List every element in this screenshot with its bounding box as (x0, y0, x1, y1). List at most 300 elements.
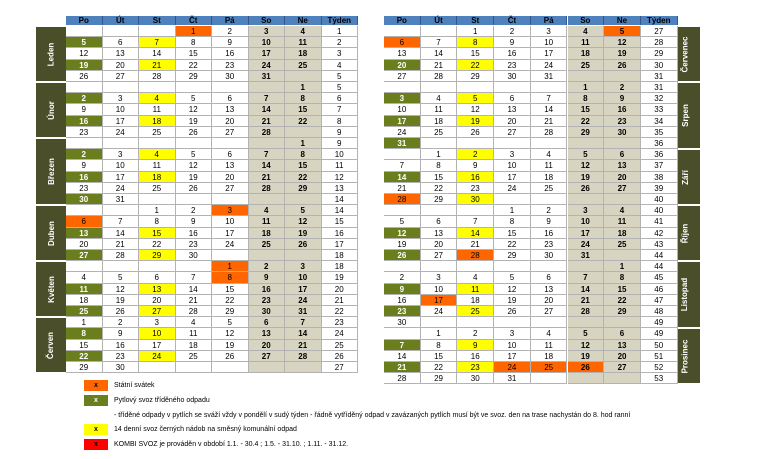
day-cell: 17 (285, 284, 322, 295)
day-cell: 11 (531, 340, 568, 351)
day-cell: 9 (103, 328, 140, 339)
day-cell (568, 138, 605, 149)
day-cell: 5 (457, 93, 494, 104)
day-cell: 4 (285, 26, 322, 37)
day-cell: 20 (66, 239, 103, 250)
day-cell (604, 71, 641, 82)
week-number-cell: 9 (322, 138, 359, 149)
day-cell: 25 (249, 239, 286, 250)
week-number-cell: 12 (322, 172, 359, 183)
day-cell: 6 (212, 93, 249, 104)
day-cell: 4 (66, 272, 103, 283)
week-number-cell: 51 (641, 351, 678, 362)
day-cell: 30 (212, 71, 249, 82)
day-cell: 6 (531, 272, 568, 283)
week-number-cell: 15 (322, 216, 359, 227)
day-cell: 1 (285, 138, 322, 149)
day-cell: 2 (457, 328, 494, 339)
right-header-7: Týden (641, 16, 678, 25)
week-number-cell: 19 (322, 272, 359, 283)
day-cell (457, 205, 494, 216)
day-cell (494, 194, 531, 205)
day-cell: 31 (103, 194, 140, 205)
day-cell (384, 149, 421, 160)
day-cell (421, 26, 458, 37)
day-cell: 20 (212, 172, 249, 183)
day-cell: 8 (285, 93, 322, 104)
week-number-cell: 1 (322, 26, 359, 37)
day-cell: 20 (604, 351, 641, 362)
day-cell: 22 (285, 172, 322, 183)
day-cell: 15 (568, 104, 605, 115)
day-cell: 10 (494, 160, 531, 171)
day-cell: 26 (604, 60, 641, 71)
day-cell: 13 (212, 104, 249, 115)
day-cell: 19 (457, 116, 494, 127)
week-number-cell: 9 (322, 127, 359, 138)
day-cell: 11 (139, 160, 176, 171)
day-cell: 28 (457, 250, 494, 261)
day-cell: 21 (249, 116, 286, 127)
day-cell: 3 (494, 328, 531, 339)
day-cell (531, 317, 568, 328)
week-number-cell: 49 (641, 317, 678, 328)
left-month-label-0: Leden (36, 27, 66, 81)
day-cell: 30 (457, 373, 494, 384)
day-cell (249, 362, 286, 373)
day-cell (66, 82, 103, 93)
day-cell: 16 (384, 295, 421, 306)
day-cell: 17 (531, 48, 568, 59)
week-number-cell: 31 (641, 82, 678, 93)
week-number-cell: 34 (641, 116, 678, 127)
week-number-cell: 43 (641, 239, 678, 250)
legend-text-holiday: Státní svátek (114, 382, 155, 389)
day-cell: 8 (176, 37, 213, 48)
day-cell (139, 138, 176, 149)
day-cell: 5 (103, 272, 140, 283)
day-cell: 16 (604, 104, 641, 115)
right-month-label-3: Říjen (670, 206, 700, 260)
week-number-cell: 40 (641, 205, 678, 216)
day-cell: 8 (457, 37, 494, 48)
day-cell: 5 (494, 272, 531, 283)
day-cell: 22 (139, 239, 176, 250)
day-cell: 17 (494, 172, 531, 183)
day-cell: 16 (103, 340, 140, 351)
day-cell: 10 (384, 104, 421, 115)
day-cell: 17 (139, 340, 176, 351)
day-cell: 15 (604, 284, 641, 295)
day-cell: 25 (568, 60, 605, 71)
day-cell: 17 (384, 116, 421, 127)
day-cell: 25 (139, 183, 176, 194)
day-cell: 23 (66, 183, 103, 194)
week-number-cell: 16 (322, 228, 359, 239)
day-cell: 5 (384, 216, 421, 227)
day-cell: 26 (176, 183, 213, 194)
day-cell: 4 (249, 205, 286, 216)
day-cell: 4 (531, 149, 568, 160)
right-header-2: St (457, 16, 494, 25)
day-cell: 6 (604, 149, 641, 160)
day-cell: 5 (176, 149, 213, 160)
day-cell (66, 261, 103, 272)
right-header-3: Čt (494, 16, 531, 25)
day-cell: 6 (494, 93, 531, 104)
day-cell: 21 (285, 340, 322, 351)
week-number-cell: 47 (641, 295, 678, 306)
day-cell: 15 (421, 172, 458, 183)
day-cell: 27 (531, 306, 568, 317)
day-cell: 1 (285, 82, 322, 93)
day-cell: 3 (139, 317, 176, 328)
day-cell: 21 (384, 362, 421, 373)
day-cell (103, 138, 140, 149)
week-number-cell: 48 (641, 306, 678, 317)
day-cell: 3 (212, 205, 249, 216)
day-cell: 28 (531, 127, 568, 138)
day-cell: 1 (604, 261, 641, 272)
week-number-cell: 44 (641, 250, 678, 261)
left-month-label-5: Červen (36, 318, 66, 372)
week-number-cell: 2 (322, 37, 359, 48)
day-cell: 15 (457, 48, 494, 59)
day-cell: 30 (103, 362, 140, 373)
day-cell: 4 (531, 328, 568, 339)
left-month-label-2: Březen (36, 139, 66, 204)
day-cell: 30 (384, 317, 421, 328)
day-cell: 5 (568, 149, 605, 160)
day-cell: 1 (176, 26, 213, 37)
day-cell: 2 (494, 26, 531, 37)
day-cell: 13 (494, 104, 531, 115)
week-number-cell: 18 (322, 261, 359, 272)
day-cell: 11 (66, 284, 103, 295)
day-cell: 8 (421, 160, 458, 171)
day-cell: 3 (103, 149, 140, 160)
day-cell: 3 (249, 26, 286, 37)
day-cell (384, 205, 421, 216)
day-cell: 18 (176, 340, 213, 351)
day-cell (457, 317, 494, 328)
day-cell: 20 (249, 340, 286, 351)
day-cell: 8 (66, 328, 103, 339)
day-cell: 21 (384, 183, 421, 194)
week-number-cell: 41 (641, 216, 678, 227)
day-cell (604, 138, 641, 149)
day-cell (604, 250, 641, 261)
day-cell: 28 (421, 71, 458, 82)
left-header-7: Týden (322, 16, 359, 25)
day-cell: 23 (103, 351, 140, 362)
day-cell: 16 (494, 48, 531, 59)
day-cell: 30 (604, 127, 641, 138)
day-cell: 30 (531, 250, 568, 261)
day-cell: 10 (568, 216, 605, 227)
week-number-cell: 3 (322, 48, 359, 59)
day-cell (212, 194, 249, 205)
day-cell: 11 (421, 104, 458, 115)
day-cell: 6 (384, 37, 421, 48)
day-cell: 4 (457, 272, 494, 283)
day-cell: 29 (494, 250, 531, 261)
day-cell: 2 (66, 149, 103, 160)
day-cell: 24 (494, 362, 531, 373)
legend-text-kombi: KOMBI SVOZ je prováděn v období 1.1. - 30.4 ; 1.5. - 31.10. ; 1.11. - 31.12. (114, 441, 349, 448)
day-cell: 8 (139, 216, 176, 227)
day-cell (285, 250, 322, 261)
day-cell: 29 (421, 373, 458, 384)
day-cell: 9 (457, 340, 494, 351)
day-cell: 21 (531, 116, 568, 127)
day-cell (212, 250, 249, 261)
day-cell: 1 (421, 149, 458, 160)
week-number-cell: 50 (641, 340, 678, 351)
day-cell: 7 (139, 37, 176, 48)
day-cell: 5 (212, 317, 249, 328)
day-cell (212, 82, 249, 93)
day-cell: 31 (531, 71, 568, 82)
day-cell: 3 (421, 272, 458, 283)
day-cell: 20 (212, 116, 249, 127)
day-cell (139, 194, 176, 205)
week-number-cell: 28 (641, 37, 678, 48)
day-cell (384, 261, 421, 272)
day-cell (249, 194, 286, 205)
day-cell: 21 (568, 295, 605, 306)
week-number-cell: 25 (322, 340, 359, 351)
day-cell: 20 (494, 116, 531, 127)
day-cell: 12 (285, 216, 322, 227)
day-cell: 17 (568, 228, 605, 239)
day-cell: 31 (384, 138, 421, 149)
day-cell: 30 (249, 306, 286, 317)
day-cell: 19 (103, 295, 140, 306)
day-cell: 15 (421, 351, 458, 362)
day-cell: 29 (421, 194, 458, 205)
day-cell: 25 (176, 351, 213, 362)
day-cell: 12 (176, 160, 213, 171)
day-cell: 8 (604, 272, 641, 283)
day-cell (531, 138, 568, 149)
week-number-cell: 31 (641, 71, 678, 82)
day-cell: 14 (176, 284, 213, 295)
day-cell: 16 (457, 351, 494, 362)
day-cell (494, 82, 531, 93)
day-cell (494, 138, 531, 149)
day-cell: 1 (421, 328, 458, 339)
day-cell: 2 (66, 93, 103, 104)
legend-swatch-mixed-waste: x (84, 424, 108, 435)
day-cell: 24 (103, 127, 140, 138)
day-cell: 23 (66, 127, 103, 138)
day-cell: 27 (604, 362, 641, 373)
day-cell: 18 (531, 172, 568, 183)
day-cell: 26 (568, 183, 605, 194)
week-number-cell: 5 (322, 71, 359, 82)
day-cell: 31 (568, 250, 605, 261)
day-cell: 13 (66, 228, 103, 239)
day-cell: 7 (249, 149, 286, 160)
day-cell: 17 (494, 351, 531, 362)
day-cell: 3 (531, 26, 568, 37)
day-cell (249, 82, 286, 93)
day-cell: 11 (531, 160, 568, 171)
day-cell: 22 (421, 183, 458, 194)
day-cell: 23 (604, 116, 641, 127)
day-cell (457, 82, 494, 93)
day-cell (103, 205, 140, 216)
day-cell: 29 (139, 250, 176, 261)
day-cell: 16 (66, 116, 103, 127)
day-cell: 29 (285, 183, 322, 194)
left-header-1: Út (103, 16, 140, 25)
day-cell: 14 (139, 48, 176, 59)
day-cell (103, 261, 140, 272)
week-number-cell: 5 (322, 82, 359, 93)
day-cell: 18 (249, 228, 286, 239)
day-cell: 7 (457, 216, 494, 227)
day-cell: 25 (531, 362, 568, 373)
day-cell: 27 (103, 71, 140, 82)
day-cell: 7 (531, 93, 568, 104)
day-cell: 28 (384, 194, 421, 205)
day-cell: 23 (457, 183, 494, 194)
day-cell: 18 (139, 172, 176, 183)
week-number-cell: 45 (641, 272, 678, 283)
day-cell (531, 373, 568, 384)
right-month-label-1: Srpen (670, 83, 700, 148)
day-cell: 14 (249, 104, 286, 115)
day-cell: 5 (285, 205, 322, 216)
day-cell: 13 (212, 160, 249, 171)
day-cell: 28 (139, 71, 176, 82)
day-cell: 28 (568, 306, 605, 317)
week-number-cell: 17 (322, 239, 359, 250)
day-cell: 4 (139, 149, 176, 160)
day-cell: 29 (212, 306, 249, 317)
day-cell (285, 194, 322, 205)
day-cell: 1 (139, 205, 176, 216)
day-cell (103, 26, 140, 37)
day-cell: 30 (176, 250, 213, 261)
day-cell: 28 (285, 351, 322, 362)
day-cell: 22 (285, 116, 322, 127)
day-cell: 17 (212, 228, 249, 239)
day-cell: 20 (103, 60, 140, 71)
day-cell: 11 (176, 328, 213, 339)
day-cell (604, 194, 641, 205)
week-number-cell: 35 (641, 127, 678, 138)
day-cell (531, 261, 568, 272)
day-cell: 26 (212, 351, 249, 362)
day-cell (285, 71, 322, 82)
day-cell: 27 (249, 351, 286, 362)
day-cell (457, 138, 494, 149)
right-header-1: Út (421, 16, 458, 25)
day-cell: 7 (103, 216, 140, 227)
left-header-2: St (139, 16, 176, 25)
day-cell: 19 (176, 172, 213, 183)
left-month-label-1: Únor (36, 83, 66, 137)
day-cell: 21 (249, 172, 286, 183)
day-cell: 12 (384, 228, 421, 239)
day-cell: 16 (212, 48, 249, 59)
day-cell: 21 (176, 295, 213, 306)
day-cell: 19 (568, 351, 605, 362)
day-cell: 13 (421, 228, 458, 239)
day-cell (249, 138, 286, 149)
day-cell: 9 (176, 216, 213, 227)
day-cell: 15 (285, 160, 322, 171)
week-number-cell: 40 (641, 194, 678, 205)
left-header-4: Pá (212, 16, 249, 25)
day-cell (421, 138, 458, 149)
day-cell: 7 (568, 272, 605, 283)
day-cell: 7 (384, 340, 421, 351)
day-cell: 16 (66, 172, 103, 183)
day-cell: 9 (249, 272, 286, 283)
day-cell: 12 (604, 37, 641, 48)
week-number-cell: 6 (322, 93, 359, 104)
day-cell: 25 (421, 127, 458, 138)
right-header-6: Ne (604, 16, 641, 25)
day-cell: 22 (604, 295, 641, 306)
day-cell: 6 (103, 37, 140, 48)
day-cell: 25 (531, 183, 568, 194)
day-cell: 20 (384, 60, 421, 71)
week-number-cell: 49 (641, 328, 678, 339)
left-header-5: So (249, 16, 286, 25)
day-cell: 10 (139, 328, 176, 339)
day-cell (176, 194, 213, 205)
day-cell: 1 (568, 82, 605, 93)
day-cell: 14 (421, 48, 458, 59)
day-cell (568, 317, 605, 328)
day-cell: 12 (212, 328, 249, 339)
day-cell: 25 (285, 60, 322, 71)
day-cell (249, 250, 286, 261)
day-cell: 14 (249, 160, 286, 171)
day-cell: 30 (494, 71, 531, 82)
day-cell: 10 (103, 104, 140, 115)
day-cell (176, 82, 213, 93)
day-cell: 10 (285, 272, 322, 283)
day-cell: 26 (66, 71, 103, 82)
day-cell (604, 373, 641, 384)
day-cell: 6 (249, 317, 286, 328)
day-cell: 22 (568, 116, 605, 127)
day-cell: 14 (103, 228, 140, 239)
week-number-cell: 53 (641, 373, 678, 384)
day-cell: 17 (421, 295, 458, 306)
day-cell: 2 (103, 317, 140, 328)
day-cell: 26 (285, 239, 322, 250)
day-cell (531, 194, 568, 205)
day-cell: 1 (494, 205, 531, 216)
day-cell: 13 (604, 160, 641, 171)
day-cell: 10 (212, 216, 249, 227)
day-cell: 31 (494, 373, 531, 384)
day-cell: 9 (604, 93, 641, 104)
right-header-0: Po (384, 16, 421, 25)
day-cell: 11 (568, 37, 605, 48)
week-number-cell: 29 (641, 48, 678, 59)
day-cell: 2 (249, 261, 286, 272)
day-cell: 14 (531, 104, 568, 115)
day-cell: 28 (103, 250, 140, 261)
